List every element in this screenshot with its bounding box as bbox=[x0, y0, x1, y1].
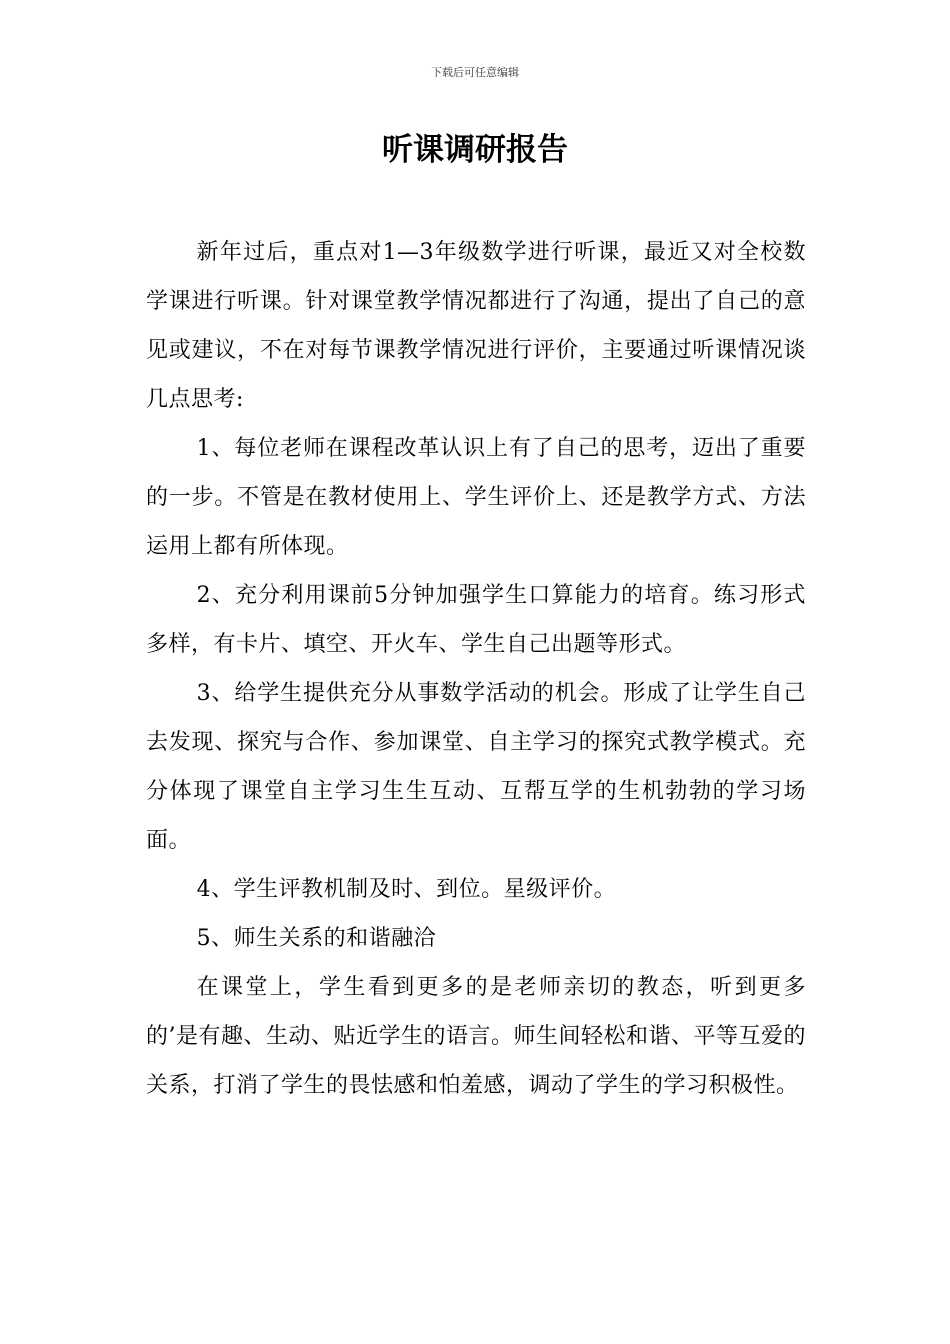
paragraph-point-3: 3、给学生提供充分从事数学活动的机会。形成了让学生自己去发现、探究与合作、参加课堂、自主学习的探究式教学模式。充分体现了课堂自主学习生生互动、互帮互学的生机勃勃的学习场面。 bbox=[146, 681, 806, 853]
paragraph-classroom: 在课堂上，学生看到更多的是老师亲切的教态，听到更多的’是有趣、生动、贴近学生的语言。师生间轻松和谐、平等互爱的关系，打消了学生的畏怯感和怕羞感，调动了学生的学习积极性。 bbox=[146, 975, 806, 1098]
paragraph-point-5: 5、师生关系的和谐融洽 bbox=[196, 926, 437, 951]
paragraph-intro: 新年过后，重点对1—3年级数学进行听课，最近又对全校数学课进行听课。针对课堂教学情况都进行了沟通，提出了自己的意见或建议，不在对每节课教学情况进行评价，主要通过听课情况谈几点思考: bbox=[146, 240, 806, 412]
document-body bbox=[146, 228, 806, 1110]
header-note: 下载后可任意编辑 bbox=[431, 66, 519, 79]
paragraph-point-1: 1、每位老师在课程改革认识上有了自己的思考，迈出了重要的一步。不管是在教材使用上、学生评价上、还是教学方式、方法运用上都有所体现。 bbox=[146, 436, 806, 559]
paragraph-point-2: 2、充分利用课前5分钟加强学生口算能力的培育。练习形式多样，有卡片、填空、开火车、学生自己出题等形式。 bbox=[146, 583, 806, 657]
page-title: 听课调研报告 bbox=[382, 132, 568, 168]
paragraph-point-4: 4、学生评教机制及时、到位。星级评价。 bbox=[196, 877, 617, 902]
